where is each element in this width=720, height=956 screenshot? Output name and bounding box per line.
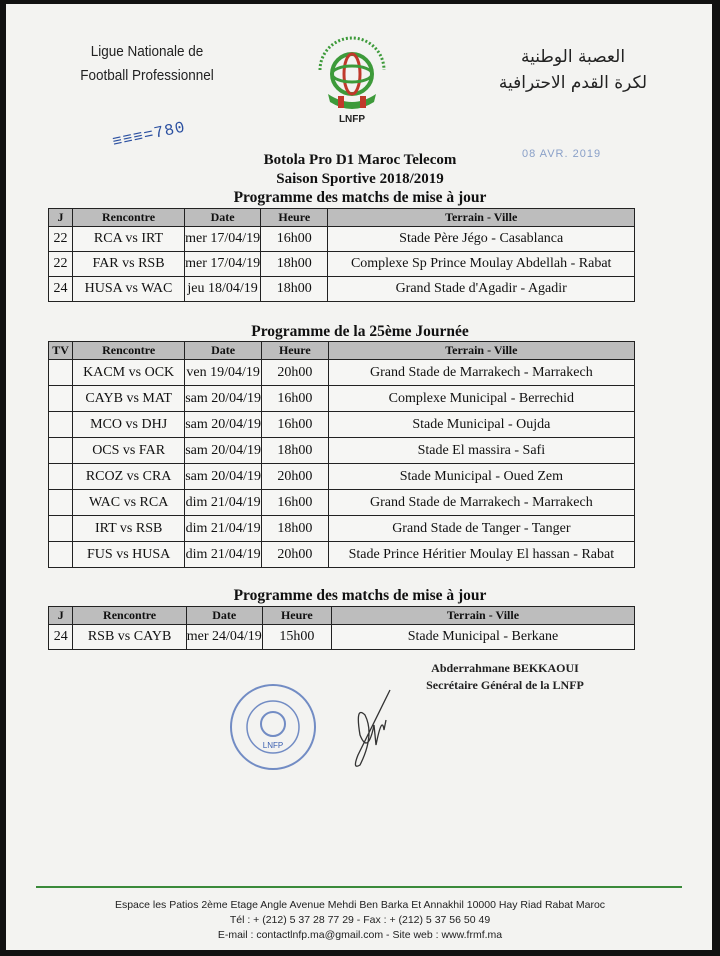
table-cell: Grand Stade de Marrakech - Marrakech [328, 360, 634, 386]
column-header: Date [186, 607, 262, 625]
competition-title: Botola Pro D1 Maroc Telecom [263, 152, 457, 168]
table-cell: 16h00 [261, 227, 328, 252]
table-cell: dim 21/04/19 [185, 490, 262, 516]
column-header: J [49, 209, 73, 227]
table-cell [49, 438, 73, 464]
table-row [49, 412, 635, 438]
table-cell [49, 360, 73, 386]
header-row [49, 209, 635, 227]
table-cell: 16h00 [262, 490, 329, 516]
organization-name-french [71, 40, 224, 88]
table-cell: 18h00 [261, 252, 328, 277]
table-cell: Stade Prince Héritier Moulay El hassan - Rabat [328, 542, 634, 568]
table-cell: Complexe Municipal - Berrechid [328, 386, 634, 412]
table-cell: 18h00 [262, 438, 329, 464]
svg-text:LNFP: LNFP [262, 741, 284, 750]
table-row [49, 625, 635, 650]
table-cell: Stade El massira - Safi [328, 438, 634, 464]
table-cell: 20h00 [262, 542, 329, 568]
table-cell: OCS vs FAR [73, 438, 185, 464]
registration-stamp: ≡≡≡=780 [110, 118, 188, 152]
column-header: Heure [261, 209, 328, 227]
table-cell: RCA vs IRT [72, 227, 184, 252]
official-seal [228, 682, 318, 772]
table-cell: 18h00 [262, 516, 329, 542]
table-row [49, 464, 635, 490]
table-cell: sam 20/04/19 [185, 464, 262, 490]
table-cell: dim 21/04/19 [185, 542, 262, 568]
table-cell: MCO vs DHJ [73, 412, 185, 438]
table-cell [49, 542, 73, 568]
round-25-table [48, 341, 635, 568]
org-ar-line1: العصبة الوطنية [520, 47, 626, 67]
table-cell: IRT vs RSB [73, 516, 185, 542]
column-header: Rencontre [73, 607, 186, 625]
lnfp-logo [312, 30, 392, 126]
date-stamp: 08 AVR. 2019 [522, 148, 602, 160]
footer-phone: Tél : + (212) 5 37 28 77 29 - Fax : + (212) 5 37 56 50 49 [229, 914, 491, 926]
table-cell: Grand Stade de Marrakech - Marrakech [328, 490, 634, 516]
column-header: Date [185, 342, 262, 360]
signature-scribble [330, 685, 420, 780]
table-cell: HUSA vs WAC [72, 277, 184, 302]
table-cell: FUS vs HUSA [73, 542, 185, 568]
table-cell: 16h00 [262, 412, 329, 438]
table-cell: 18h00 [261, 277, 328, 302]
table-cell: sam 20/04/19 [185, 386, 262, 412]
table-cell [49, 464, 73, 490]
table-cell: Stade Père Jégo - Casablanca [328, 227, 635, 252]
table-cell: Stade Municipal - Oujda [328, 412, 634, 438]
table-cell: sam 20/04/19 [185, 438, 262, 464]
table-cell: WAC vs RCA [73, 490, 185, 516]
column-header: J [49, 607, 73, 625]
table-cell: CAYB vs MAT [73, 386, 185, 412]
table-cell: 24 [49, 625, 73, 650]
signatory-name: Abderrahmane BEKKAOUI [431, 661, 579, 675]
column-header: Terrain - Ville [331, 607, 634, 625]
season-title: Saison Sportive 2018/2019 [276, 171, 444, 187]
table-row [49, 227, 635, 252]
column-header: Heure [262, 342, 329, 360]
table-cell: Grand Stade d'Agadir - Agadir [328, 277, 635, 302]
table-row [49, 386, 635, 412]
table-row [49, 252, 635, 277]
table-cell: 15h00 [262, 625, 331, 650]
table-cell: RCOZ vs CRA [73, 464, 185, 490]
table-cell: Stade Municipal - Berkane [331, 625, 634, 650]
header-row [49, 342, 635, 360]
table-cell: FAR vs RSB [72, 252, 184, 277]
table-cell [49, 490, 73, 516]
table-cell: 22 [49, 252, 73, 277]
table-cell: mer 17/04/19 [185, 227, 261, 252]
organization-name-arabic [488, 44, 658, 96]
table-cell: 24 [49, 277, 73, 302]
footer-contact [40, 898, 680, 943]
table-cell [49, 412, 73, 438]
section-title-3: Programme des matchs de mise à jour [233, 587, 487, 604]
footer-email-web: E-mail : contactlnfp.ma@gmail.com - Site web : www.frmf.ma [217, 929, 503, 941]
table-cell: KACM vs OCK [73, 360, 185, 386]
table-cell: 20h00 [262, 360, 329, 386]
section-title-2: Programme de la 25ème Journée [251, 323, 469, 340]
table-cell: sam 20/04/19 [185, 412, 262, 438]
table-cell: RSB vs CAYB [73, 625, 186, 650]
table-cell [49, 386, 73, 412]
table-row [49, 438, 635, 464]
column-header: TV [49, 342, 73, 360]
column-header: Date [185, 209, 261, 227]
table-row [49, 277, 635, 302]
table-cell: 22 [49, 227, 73, 252]
footer-divider [36, 886, 682, 888]
table-cell: dim 21/04/19 [185, 516, 262, 542]
column-header: Terrain - Ville [328, 342, 634, 360]
makeup-matches-table-2 [48, 606, 635, 650]
org-fr-line1: Ligue Nationale de [90, 43, 204, 60]
column-header: Rencontre [73, 342, 185, 360]
signatory-role: Secrétaire Général de la LNFP [426, 678, 584, 692]
table-cell: mer 17/04/19 [185, 252, 261, 277]
table-cell [49, 516, 73, 542]
table-cell: mer 24/04/19 [186, 625, 262, 650]
org-ar-line2: لكرة القدم الاحترافية [498, 73, 648, 93]
makeup-matches-table-1 [48, 208, 635, 302]
header-row [49, 607, 635, 625]
table-cell: 16h00 [262, 386, 329, 412]
org-fr-line2: Football Professionnel [80, 67, 214, 84]
table-cell: Stade Municipal - Oued Zem [328, 464, 634, 490]
table-row [49, 542, 635, 568]
section-title-1: Programme des matchs de mise à jour [233, 189, 487, 206]
table-cell: Grand Stade de Tanger - Tanger [328, 516, 634, 542]
column-header: Heure [262, 607, 331, 625]
table-cell: jeu 18/04/19 [185, 277, 261, 302]
column-header: Terrain - Ville [328, 209, 635, 227]
table-cell: 20h00 [262, 464, 329, 490]
table-row [49, 516, 635, 542]
table-row [49, 490, 635, 516]
svg-text:LNFP: LNFP [338, 114, 366, 125]
column-header: Rencontre [72, 209, 184, 227]
table-cell: Complexe Sp Prince Moulay Abdellah - Rabat [328, 252, 635, 277]
footer-address: Espace les Patios 2ème Etage Angle Avenue Mehdi Ben Barka Et Annakhil 10000 Hay Riad Rabat Maroc [114, 899, 606, 911]
table-row [49, 360, 635, 386]
table-cell: ven 19/04/19 [185, 360, 262, 386]
